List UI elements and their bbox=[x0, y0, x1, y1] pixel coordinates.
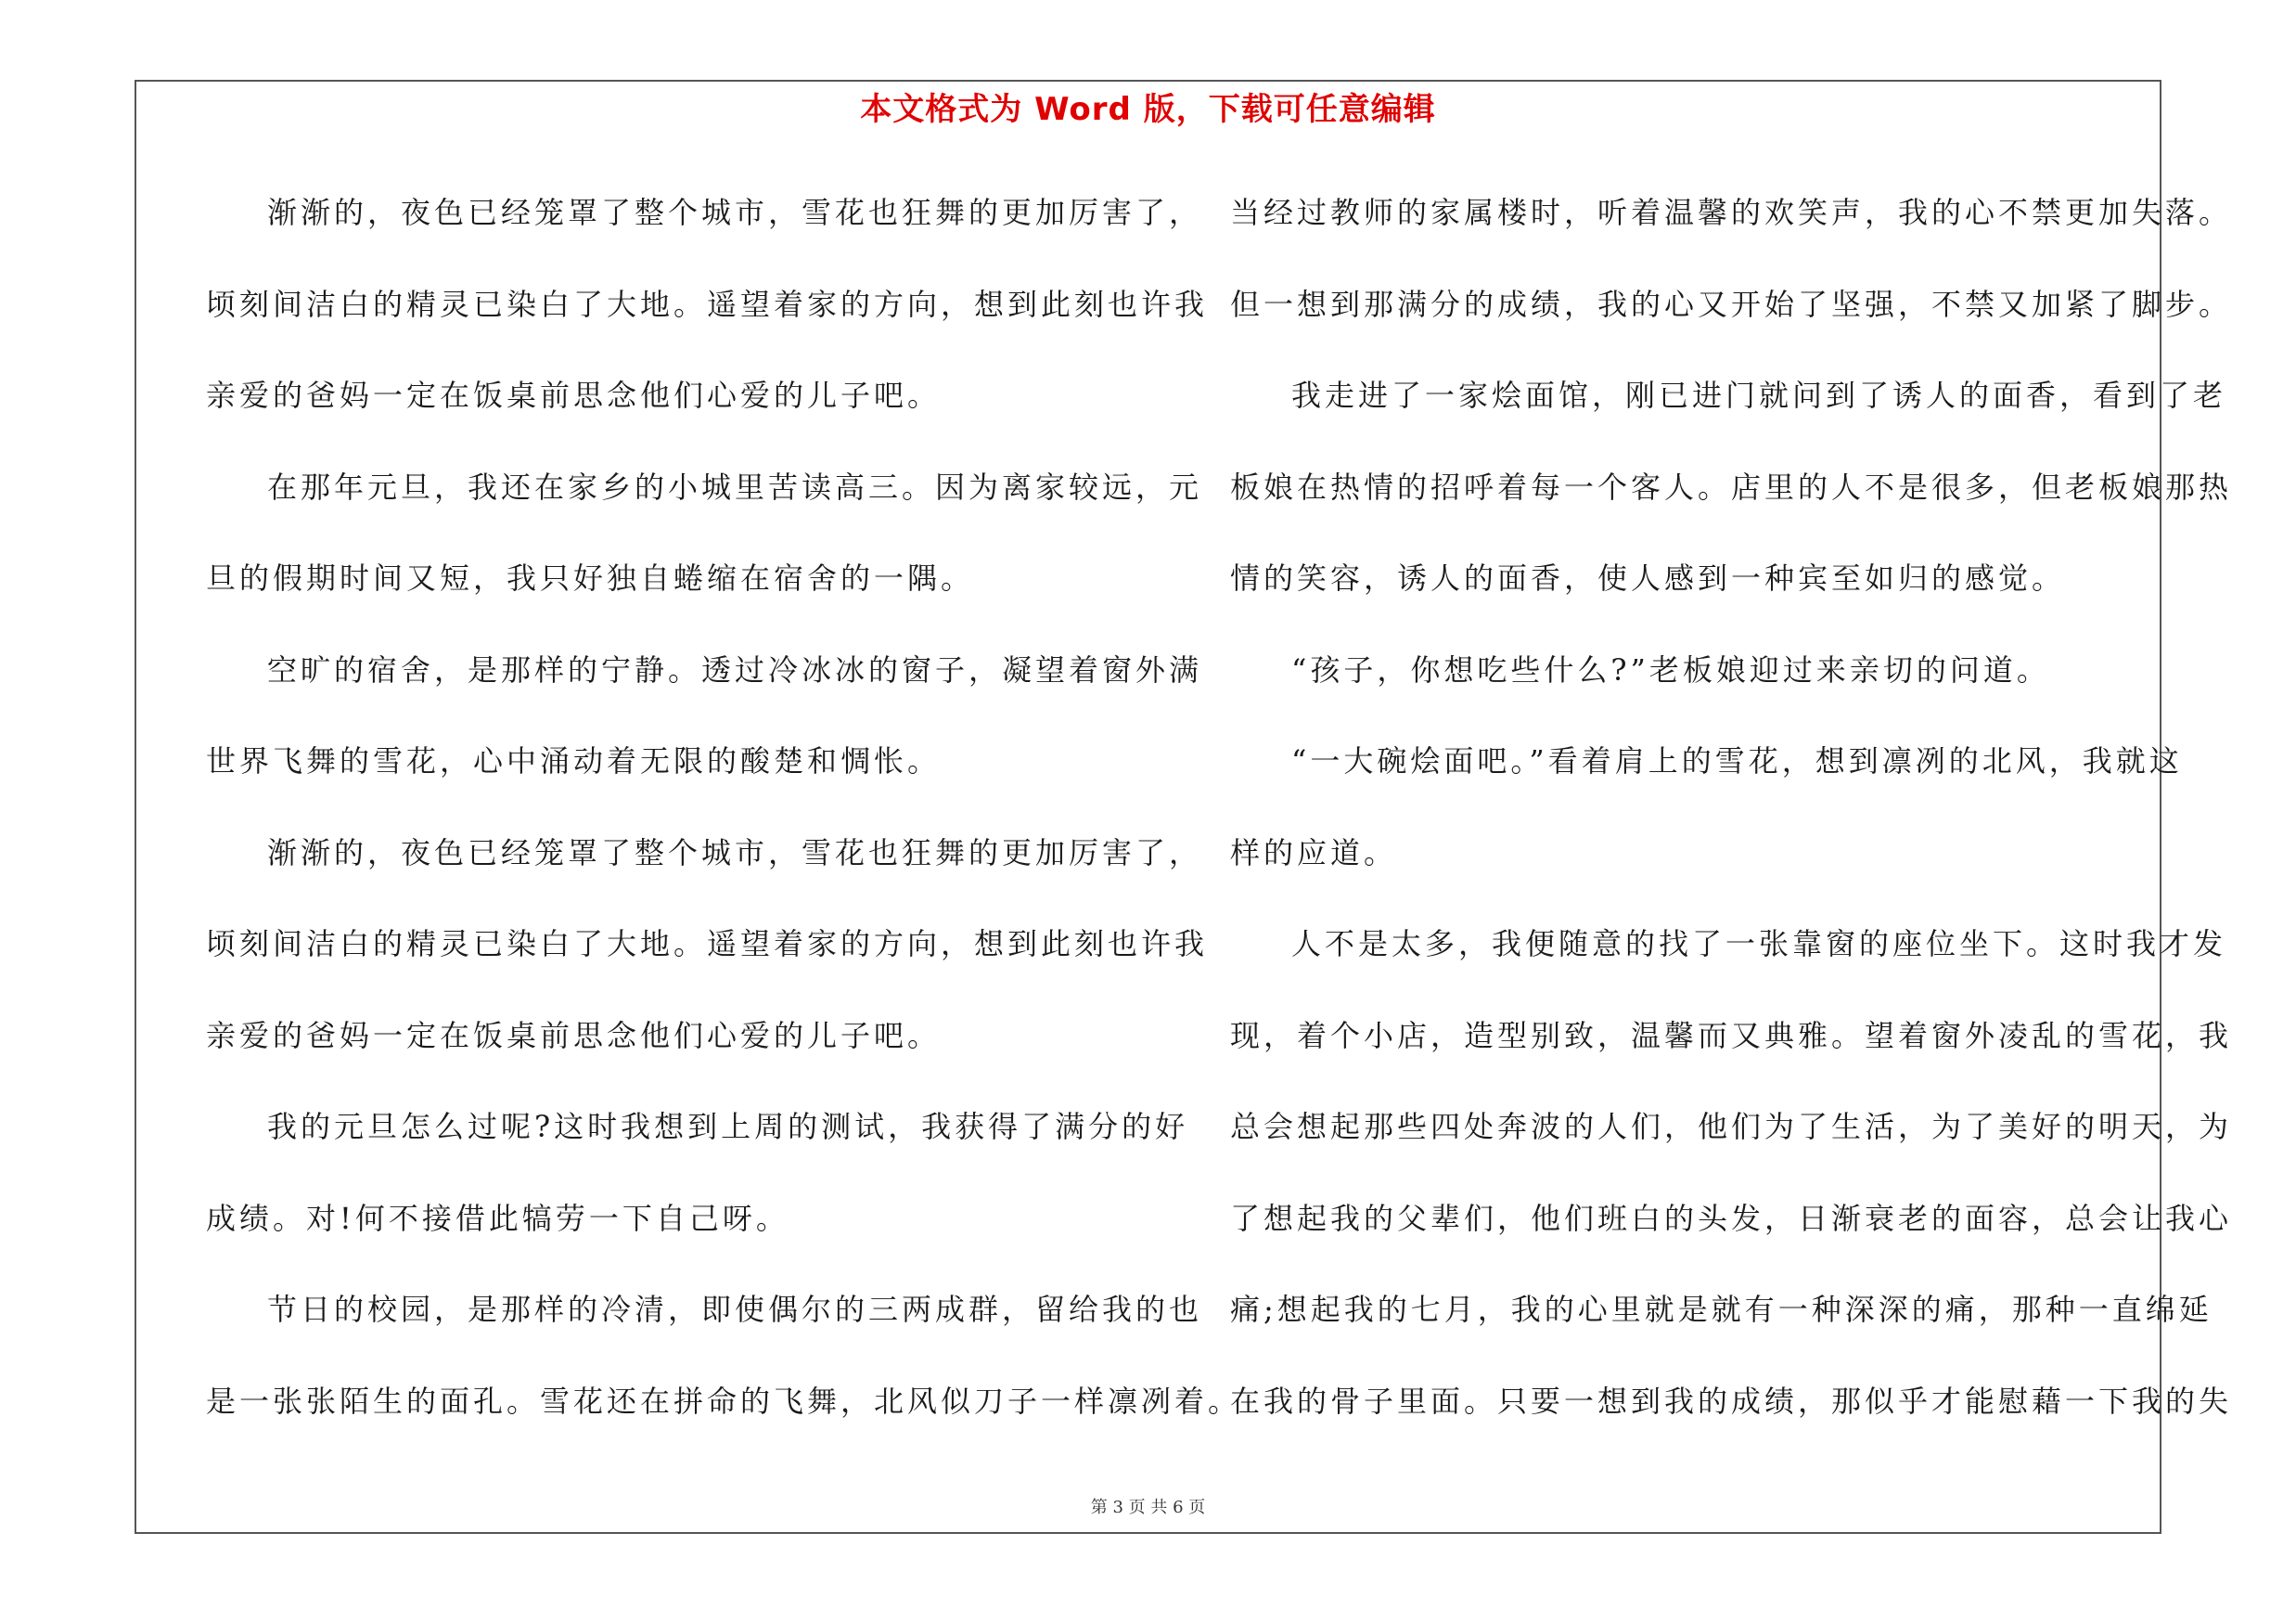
left-column-line: 是一张张陌生的面孔。雪花还在拼命的飞舞，北风似刀子一样凛冽着。 bbox=[206, 1383, 1242, 1419]
right-column-line: 当经过教师的家属楼时，听着温馨的欢笑声，我的心不禁更加失落。 bbox=[1230, 195, 2233, 230]
right-text-column bbox=[1230, 193, 2233, 1473]
left-column-line: 空旷的宿舍，是那样的宁静。透过冷冰冰的窗子，凝望着窗外满 bbox=[267, 651, 1203, 688]
right-column-line: “一大碗烩面吧。”看着肩上的雪花，想到凛冽的北风，我就这 bbox=[1291, 743, 2183, 779]
left-column-line: 渐渐的，夜色已经笼罩了整个城市，雪花也狂舞的更加厉害了， bbox=[267, 195, 1203, 230]
right-column-line: 但一想到那满分的成绩，我的心又开始了坚强，不禁又加紧了脚步。 bbox=[1230, 286, 2233, 322]
left-column-line: 我的元旦怎么过呢?这时我想到上周的测试，我获得了满分的好 bbox=[267, 1109, 1189, 1144]
right-column-line: 在我的骨子里面。只要一想到我的成绩，那似乎才能慰藉一下我的失 bbox=[1230, 1383, 2233, 1419]
right-column-line: 我走进了一家烩面馆，刚已进门就问到了诱人的面香，看到了老 bbox=[1291, 378, 2227, 413]
left-column-line: 亲爱的爸妈一定在饭桌前思念他们心爱的儿子吧。 bbox=[206, 1017, 942, 1053]
left-column-line: 节日的校园，是那样的冷清，即使偶尔的三两成群，留给我的也 bbox=[267, 1292, 1203, 1327]
right-column-line: 样的应道。 bbox=[1230, 834, 1398, 870]
left-column-line: 顷刻间洁白的精灵已染白了大地。遥望着家的方向，想到此刻也许我 bbox=[206, 286, 1209, 322]
right-column-line: 了想起我的父辈们，他们班白的头发，日渐衰老的面容，总会让我心 bbox=[1230, 1200, 2233, 1236]
header-banner: 本文格式为 Word 版，下载可任意编辑 bbox=[860, 91, 1436, 128]
right-column-line: 板娘在热情的招呼着每一个客人。店里的人不是很多，但老板娘那热 bbox=[1230, 469, 2233, 505]
left-column-line: 顷刻间洁白的精灵已染白了大地。遥望着家的方向，想到此刻也许我 bbox=[206, 926, 1209, 961]
left-column-line: 成绩。对!何不接借此犒劳一下自己呀。 bbox=[206, 1200, 789, 1236]
left-column-line: 渐渐的，夜色已经笼罩了整个城市，雪花也狂舞的更加厉害了， bbox=[267, 834, 1203, 870]
page-number: 第 3 页 共 6 页 bbox=[1090, 1498, 1206, 1517]
left-text-column bbox=[206, 193, 1242, 1473]
right-column-line: 人不是太多，我便随意的找了一张靠窗的座位坐下。这时我才发 bbox=[1291, 926, 2227, 961]
left-column-line: 亲爱的爸妈一定在饭桌前思念他们心爱的儿子吧。 bbox=[206, 378, 942, 413]
left-column-line: 在那年元旦，我还在家乡的小城里苦读高三。因为离家较远，元 bbox=[267, 469, 1203, 505]
right-column-line: 总会想起那些四处奔波的人们，他们为了生活，为了美好的明天，为 bbox=[1230, 1109, 2233, 1144]
right-column-line: 情的笑容，诱人的面香，使人感到一种宾至如归的感觉。 bbox=[1230, 560, 2066, 596]
right-column-line: “孩子，你想吃些什么?”老板娘迎过来亲切的问道。 bbox=[1291, 651, 2050, 688]
left-column-line: 旦的假期时间又短，我只好独自蜷缩在宿舍的一隅。 bbox=[206, 560, 975, 596]
right-column-line: 痛;想起我的七月，我的心里就是就有一种深深的痛，那种一直绵延 bbox=[1230, 1292, 2213, 1327]
right-column-line: 现，着个小店，造型别致，温馨而又典雅。望着窗外凌乱的雪花，我 bbox=[1230, 1017, 2233, 1053]
left-column-line: 世界飞舞的雪花，心中涌动着无限的酸楚和惆怅。 bbox=[206, 743, 942, 779]
